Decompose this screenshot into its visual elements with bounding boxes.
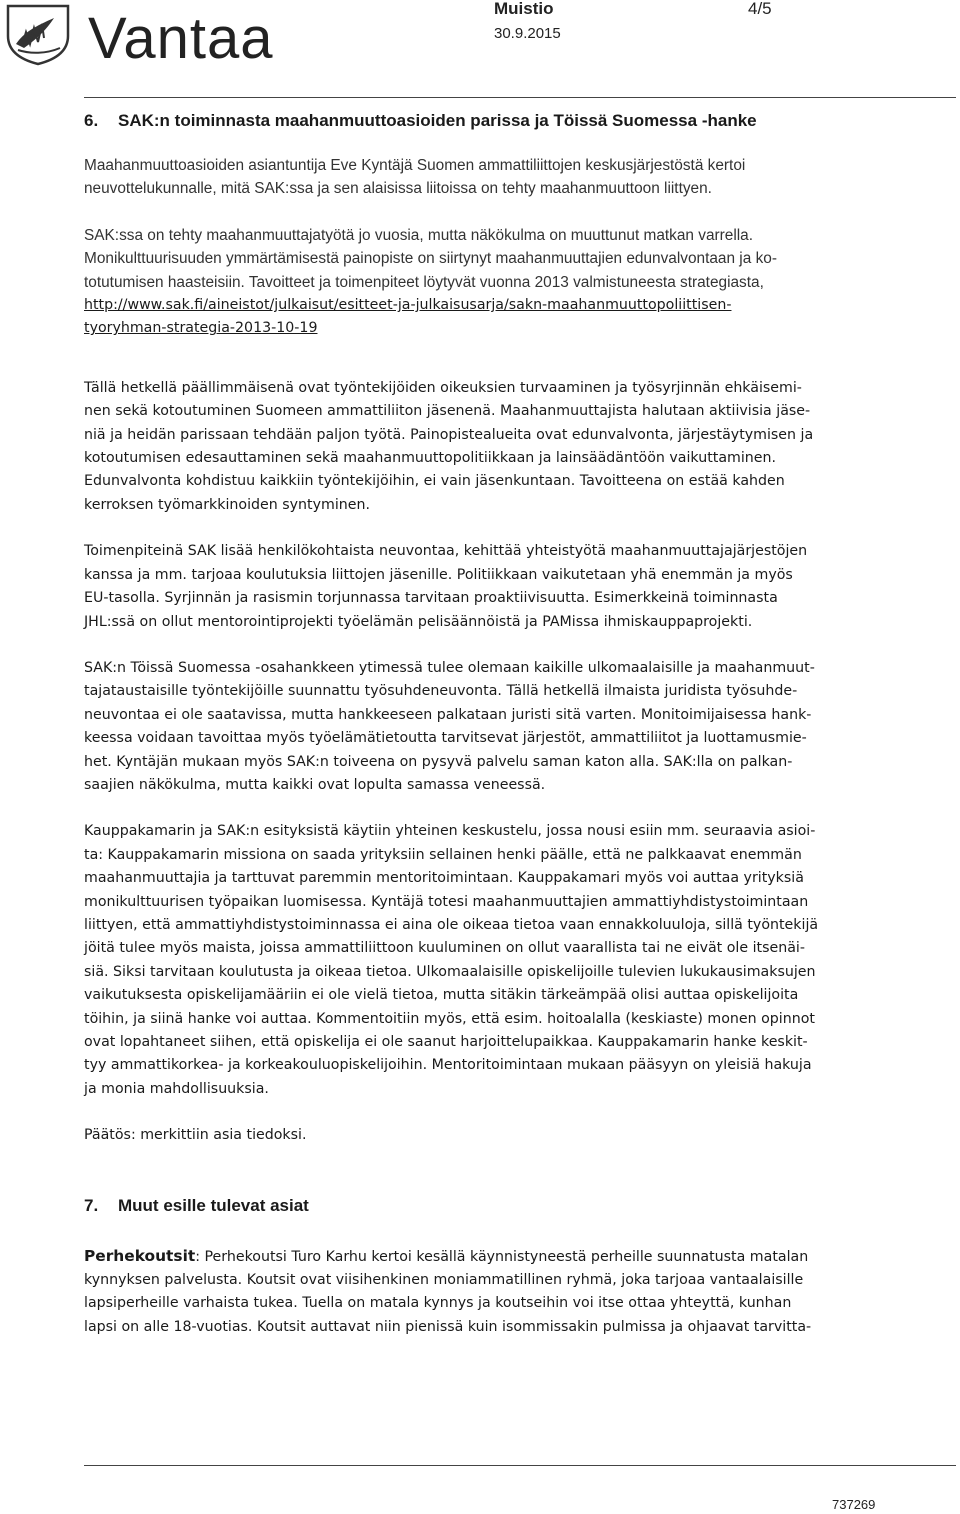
- text-line: het. Kyntäjän mukaan myös SAK:n toiveena on pysyvä palvelu saman katon alla. SAK:lla on palkan-: [84, 753, 793, 770]
- text-line: nen sekä kotoutuminen Suomeen ammattiliiton jäsenenä. Maahanmuuttajista halutaan aktiivisia jäse-: [84, 403, 811, 420]
- text-line: SAK:n Töissä Suomessa -osahankkeen ytimessä tulee olemaan kaikille ulkomaalaisille ja maahanmuut-: [84, 659, 815, 676]
- text-line: ovat lopahtaneet siihen, että opiskelija ei ole saanut harjoittelupaikkaa. Kauppakamarin hanke keskit-: [84, 1034, 808, 1050]
- text-line: tajataustaisille työntekijöille suunnattu työsuhdeneuvonta. Tällä hetkellä ilmaista juridista työsuhde-: [84, 683, 798, 700]
- text-line: ja monia mahdollisuuksia.: [84, 1080, 269, 1097]
- text-line: keessa voidaan tavoittaa myös työelämätietoutta tarvitsevat järjestöt, ammattiliitot ja luottamusmie-: [84, 730, 807, 747]
- text-line: neuvontaa ei ole saatavissa, mutta hankkeeseen palkataan juristi sitä varten. Monitoimijaisessa hank-: [84, 706, 812, 723]
- text-line: niä ja heidän parissaan tehdään paljon työtä. Painopistealueita ovat edunvalvonta, järjestäytymisen ja: [84, 426, 814, 443]
- text-line: neuvottelukunnalle, mitä SAK:ssa ja sen alaisissa liitoissa on tehty maahanmuuttoon liittyen.: [84, 180, 712, 198]
- discussion-paragraph: [84, 820, 950, 1101]
- document-date: 30.9.2015: [494, 25, 561, 42]
- text-line: EU-tasolla. Syrjinnän ja rasismin torjunnassa tarvitaan proaktiivisuutta. Esimerkkeinä toiminnasta: [84, 590, 778, 607]
- text-line: vaikutuksesta opiskelijamääriin ei ole vielä tietoa, mutta sitäkin tärkeämpää olisi auttaa opiskelijoita: [84, 987, 799, 1004]
- strategy-link[interactable]: [84, 294, 950, 341]
- text-line: JHL:ssä on ollut mentorointiprojekti työelämän pelisäännöistä ja PAMissa ihmiskauppaprojekti.: [84, 613, 753, 630]
- text-line: SAK:ssa on tehty maahanmuuttajatyötä jo vuosia, mutta näkökulma on muuttunut matkan varrella.: [84, 226, 753, 244]
- intro-paragraph: [84, 154, 950, 201]
- text-line-rest: : Perhekoutsi Turo Karhu kertoi kesällä käynnistyneestä perheille suunnatusta matalan: [195, 1248, 809, 1265]
- section-7-number: 7.: [84, 1195, 99, 1215]
- decision-line: [84, 1124, 950, 1147]
- text-line: monikulttuurisen työpaikan luomisessa. Kyntäjä totesi maahanmuuttajien ammattiyhdistystoimintaan: [84, 893, 809, 910]
- lead-label: Perhekoutsit: [84, 1246, 196, 1265]
- link-line[interactable]: http://www.sak.fi/aineistot/julkaisut/esitteet-ja-julkaisusarja/sakn-maahanmuuttopoliittisen-: [84, 297, 732, 314]
- section-7-title: Muut esille tulevat asiat: [118, 1195, 309, 1215]
- text-line: lapsi on alle 18-vuotias. Koutsit auttavat niin pienissä kuin isommissakin pulmissa ja ohjaavat tarvitta-: [84, 1318, 812, 1335]
- text-line: [84, 1245, 950, 1269]
- text-line: saajien näkökulma, mutta kaikki ovat lopulta samassa veneessä.: [84, 776, 546, 793]
- document-id: 737269: [832, 1497, 876, 1512]
- text-line: lapsiperheille varhaista tukea. Tuella on matala kynnys ja koutseihin voi itse ottaa yhteyttä, kunhan: [84, 1295, 792, 1312]
- text-line: Kauppakamarin ja SAK:n esityksistä käytiin yhteinen keskustelu, jossa nousi esiin mm. seuraavia asioi-: [84, 823, 816, 840]
- link-line[interactable]: tyoryhman-strategia-2013-10-19: [84, 320, 318, 337]
- text-line: siä. Siksi tarvitaan koulutusta ja oikeaa tietoa. Ulkomaalaisille opiskelijoille tulevien lukukausimaksujen: [84, 963, 816, 980]
- vantaa-coat-of-arms-icon: [2, 2, 74, 66]
- text-line: ta: Kauppakamarin missiona on saada yrityksiin sellainen henki päälle, että ne palkkaavat enemmän: [84, 846, 802, 863]
- text-line: Toimenpiteinä SAK lisää henkilökohtaista neuvontaa, kehittää yhteistyötä maahanmuuttajajärjestöjen: [84, 543, 808, 560]
- text-line: Edunvalvonta kohdistuu kaikkiin työntekijöihin, ei vain jäsenkuntaan. Tavoitteena on estää kahden: [84, 473, 785, 490]
- text-line: töihin, ja siinä hanke voi auttaa. Kommentoitiin myös, että esim. hoitoalalla (keskiaste) monen opinnot: [84, 1010, 815, 1027]
- text-line: liittyen, että ammattiyhdistystoiminnassa ei aina ole oikeaa tietoa vaan ennakkoluuloja, sillä työntekijä: [84, 916, 819, 933]
- text-line: kotoutumisen edesauttaminen sekä maahanmuuttopolitiikkaan ja lainsäädäntöön vaikuttaminen.: [84, 450, 776, 467]
- section-6-title: SAK:n toiminnasta maahanmuuttoasioiden parissa ja Töissä Suomessa -hanke: [118, 111, 757, 130]
- decision-text: Päätös: merkittiin asia tiedoksi.: [84, 1127, 307, 1144]
- text-line: Tällä hetkellä päällimmäisenä ovat työntekijöiden oikeuksien turvaaminen ja työsyrjinnän ehkäisemi-: [84, 379, 802, 396]
- family-coaches-paragraph: [84, 1245, 950, 1340]
- text-line: kerroksen työmarkkinoiden syntyminen.: [84, 496, 370, 513]
- measures-paragraph: [84, 540, 950, 634]
- text-line: totutumisen haasteisiin. Tavoitteet ja toimenpiteet löytyvät vuonna 2013 valmistuneesta strategiasta,: [84, 273, 764, 291]
- text-line: maahanmuuttajia ja tarttuvat paremmin mentoritoimintaan. Kauppakamari myös voi auttaa yrityksiä: [84, 870, 804, 887]
- page-number: 4/5: [748, 0, 772, 18]
- text-line: jöitä tulee myös maista, joissa ammattiliittoon kuuluminen on ollut vaarallista tai ne eivät ole itsenäi-: [84, 940, 805, 957]
- section-6-heading: [84, 109, 950, 133]
- text-line: Maahanmuuttoasioiden asiantuntija Eve Kyntäjä Suomen ammattiliittojen keskusjärjestöstä kertoi: [84, 157, 746, 174]
- section-6-number: 6.: [84, 111, 99, 130]
- text-line: tyy ammattikorkea- ja korkeakouluopiskelijoihin. Mentoritoimintaan mukaan pääsyyn on yleisiä hakuja: [84, 1057, 812, 1074]
- text-line: kanssa ja mm. tarjoaa koulutuksia liittojen jäsenille. Politiikkaan vaikutetaan yhä enemmän ja myös: [84, 566, 793, 583]
- footer-divider: [84, 1465, 956, 1466]
- text-line: Monikulttuurisuuden ymmärtämisestä painopiste on siirtynyt maahanmuuttajien edunvalvontaan ja ko-: [84, 250, 777, 268]
- priorities-paragraph: [84, 377, 950, 517]
- header-divider: [84, 97, 956, 98]
- section-7-heading: [84, 1194, 950, 1218]
- text-line: kynnyksen palvelusta. Koutsit ovat viisihenkinen moniammatillinen ryhmä, joka tarjoaa vantaalaisille: [84, 1272, 804, 1289]
- strategy-paragraph: [84, 224, 950, 294]
- document-type: Muistio: [494, 0, 554, 18]
- vantaa-logo-text: Vantaa: [88, 6, 274, 71]
- document-body: [84, 109, 950, 1339]
- project-paragraph: [84, 657, 950, 797]
